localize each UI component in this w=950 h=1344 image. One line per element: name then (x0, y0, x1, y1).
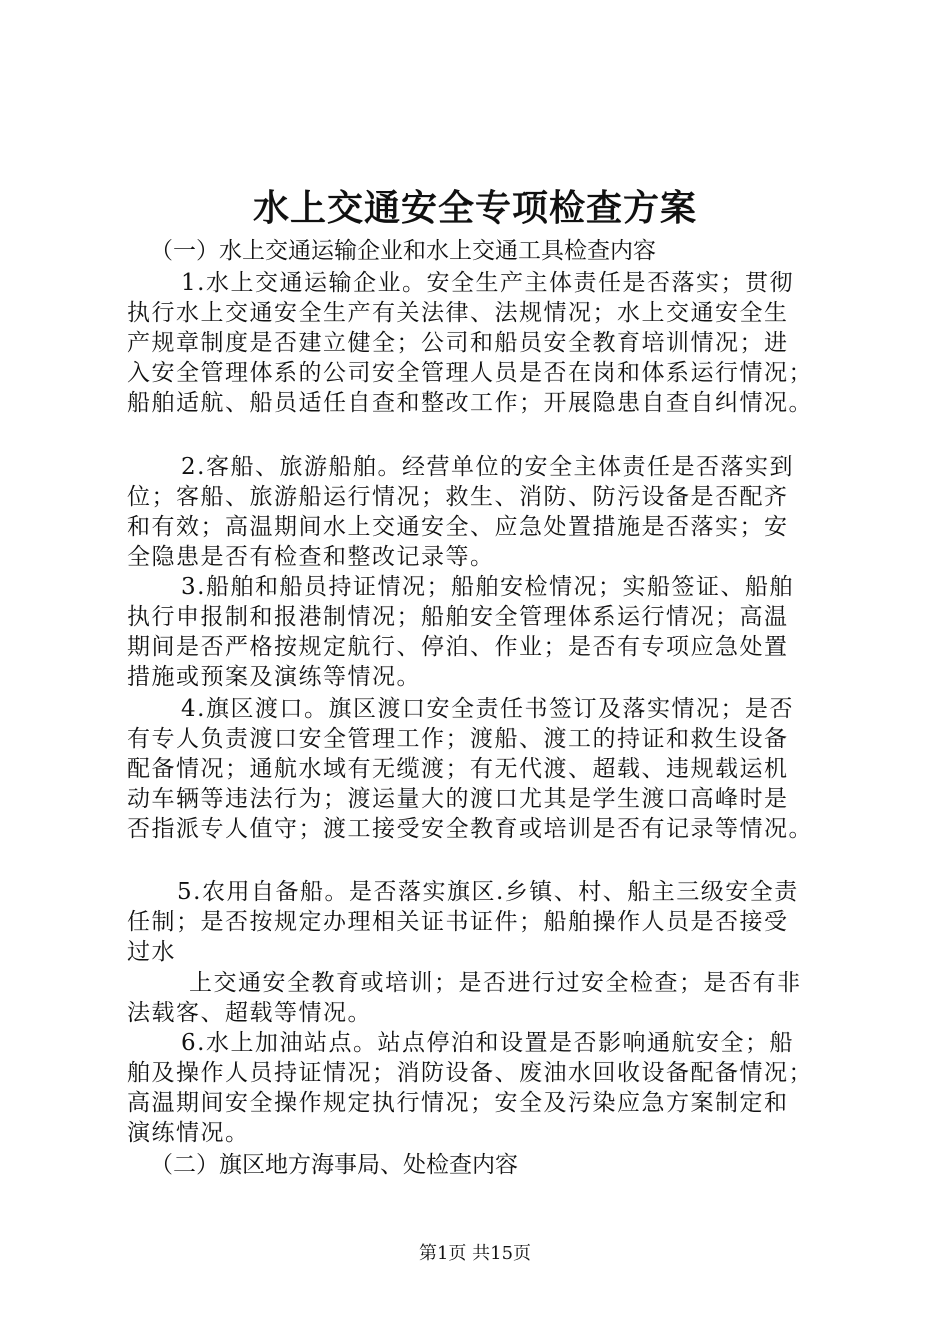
paragraph-line: 期间是否严格按规定航行、停泊、作业；是否有专项应急处置 (127, 634, 789, 660)
paragraph-line: 措施或预案及演练等情况。 (127, 664, 421, 690)
paragraph-line: 配备情况；通航水域有无缆渡；有无代渡、超载、违规载运机 (127, 756, 789, 782)
paragraph-line: 有专人负责渡口安全管理工作；渡船、渡工的持证和救生设备 (127, 726, 789, 752)
section-heading-1: （一）水上交通运输企业和水上交通工具检查内容 (150, 238, 656, 264)
paragraph-item-6 (127, 1028, 840, 1148)
paragraph-line: 船舶适航、船员适任自查和整改工作；开展隐患自查自纠情况。 (127, 390, 813, 416)
paragraph-line: 执行申报制和报港制情况；船舶安全管理体系运行情况；高温 (127, 604, 789, 630)
paragraph-line: 上交通安全教育或培训；是否进行过安全检查；是否有非 (189, 970, 802, 996)
paragraph-line: 执行水上交通安全生产有关法律、法规情况；水上交通安全生 (127, 300, 789, 326)
paragraph-line: 和有效；高温期间水上交通安全、应急处置措施是否落实；安 (127, 514, 789, 540)
paragraph-line: 产规章制度是否建立健全；公司和船员安全教育培训情况；进 (127, 330, 789, 356)
document-title: 水上交通安全专项检查方案 (252, 187, 697, 229)
paragraph-line: 位；客船、旅游船运行情况；救生、消防、防污设备是否配齐 (127, 484, 789, 510)
paragraph-line: 4.旗区渡口。旗区渡口安全责任书签订及落实情况；是否 (181, 696, 794, 722)
paragraph-item-5-continued (127, 968, 840, 1028)
paragraph-line: 舶及操作人员持证情况；消防设备、废油水回收设备配备情况； (127, 1060, 813, 1086)
page-footer: 第1页 共15页 (418, 1243, 532, 1264)
paragraph-item-3 (127, 572, 840, 692)
paragraph-line: 动车辆等违法行为；渡运量大的渡口尤其是学生渡口高峰时是 (127, 786, 789, 812)
paragraph-line: 法载客、超载等情况。 (127, 1000, 372, 1026)
paragraph-line: 全隐患是否有检查和整改记录等。 (127, 544, 495, 570)
paragraph-line: 6.水上加油站点。站点停泊和设置是否影响通航安全；船 (181, 1030, 794, 1056)
paragraph-line: 入安全管理体系的公司安全管理人员是否在岗和体系运行情况； (127, 360, 813, 386)
paragraph-line: 否指派专人值守；渡工接受安全教育或培训是否有记录等情况。 (127, 816, 813, 842)
paragraph-line: 演练情况。 (127, 1120, 250, 1146)
paragraph-item-1 (127, 268, 840, 418)
paragraph-line: 1.水上交通运输企业。安全生产主体责任是否落实；贯彻 (181, 270, 794, 296)
paragraph-item-2 (127, 452, 840, 572)
paragraph-line: 过水 (127, 939, 176, 965)
paragraph-line: 2.客船、旅游船舶。经营单位的安全主体责任是否落实到 (181, 454, 794, 480)
paragraph-line: 5.农用自备船。是否落实旗区.乡镇、村、船主三级安全责 (177, 879, 799, 905)
paragraph-line: 任制；是否按规定办理相关证书证件；船舶操作人员是否接受 (127, 909, 789, 935)
section-heading-2: （二）旗区地方海事局、处检查内容 (150, 1152, 518, 1178)
paragraph-line: 3.船舶和船员持证情况；船舶安检情况；实船签证、船舶 (181, 574, 794, 600)
paragraph-item-4 (127, 694, 840, 844)
paragraph-item-5 (127, 877, 840, 967)
paragraph-line: 高温期间安全操作规定执行情况；安全及污染应急方案制定和 (127, 1090, 789, 1116)
